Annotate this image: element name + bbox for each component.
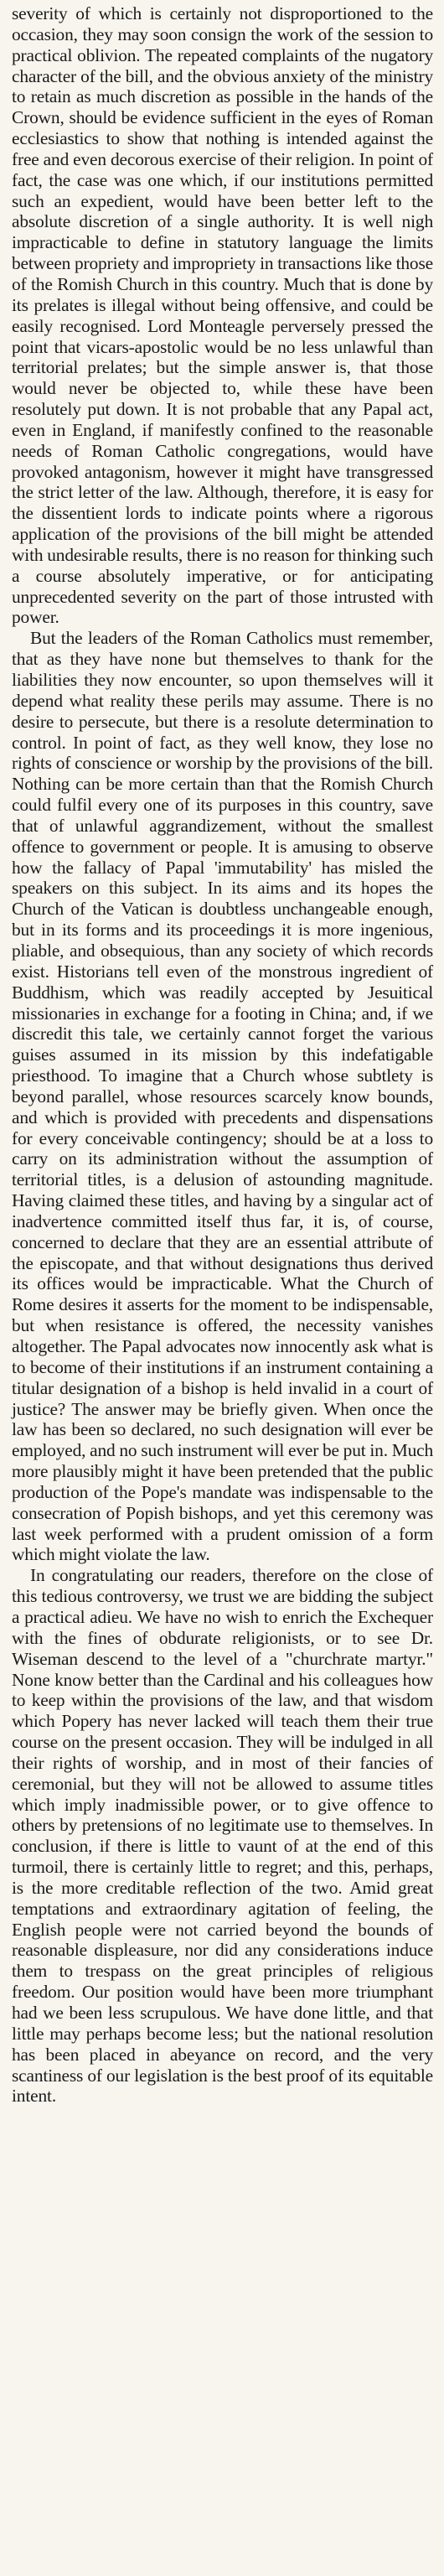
article-paragraph-3: In congratulating our readers, therefore on the close of this tedious controversy, we trust we are bidding the subject a practical adieu. We have no wish to enrich the Exchequer with the fines of obdurate religionists, or to see Dr. Wiseman descend to the level of a "churchrate martyr." None know better than the Cardinal and his colleagues how to keep within the provisions of the law, and that wisdom which Popery has never lacked will teach them their true course on the present occasion. They will be indulged in all their rights of worship, and in most of their fancies of ceremonial, but they will not be allowed to assume titles which imply inadmissible power, or to give offence to others by pretensions of no legitimate use to themselves. In conclusion, if there is little to vaunt of at the end of this turmoil, there is certainly little to regret; and this, perhaps, is the more creditable reflection of the two. Amid great temptations and extraordinary agitation of feeling, the English people were not carried beyond the bounds of reasonable displeasure, nor did any considerations induce them to trespass on the great principles of religious freedom. Our position would have been more triumphant had we been less scrupulous. We have done little, and that little may perhaps become less; but the national resolution has been placed in abeyance on record, and the very scantiness of our legislation is the best proof of its equitable intent. (12, 1565, 433, 2107)
article-paragraph-1: severity of which is certainly not disproportioned to the occasion, they may soon consign the work of the session to practical oblivion. The repeated complaints of the nugatory character of the bill, and the obvious anxiety of the ministry to retain as much discretion as possible in the hands of the Crown, should be evidence sufficient in the eyes of Roman ecclesiastics to show that nothing is intended against the free and even decorous exercise of their religion. In point of fact, the case was one which, if our institutions permitted such an expedient, would have been better left to the absolute discretion of a single authority. It is well nigh impracticable to define in statutory language the limits between propriety and impropriety in transactions like those of the Romish Church in this country. Much that is done by its prelates is illegal without being offensive, and could be easily recognised. Lord Monteagle perversely pressed the point that vicars-apostolic would be no less unlawful than territorial prelates; but the simple answer is, that those would never be objected to, while these have been resolutely put down. It is not probable that any Papal act, even in England, if manifestly confined to the reasonable needs of Roman Catholic congregations, would have provoked antagonism, however it might have transgressed the strict letter of the law. Although, therefore, it is easy for the dissentient lords to indicate points where a rigorous application of the provisions of the bill might be attended with undesirable results, there is no reason for thinking such a course absolutely imperative, or for anticipating unprecedented severity on the part of those intrusted with power. (12, 3, 433, 628)
article-paragraph-2: But the leaders of the Roman Catholics must remember, that as they have none but themselves to thank for the liabilities they now encounter, so upon themselves will it depend what reality these perils may assume. There is no desire to persecute, but there is a resolute determination to control. In point of fact, as they well know, they lose no rights of conscience or worship by the provisions of the bill. Nothing can be more certain than that the Romish Church could fulfil every one of its purposes in this country, save that of unlawful aggrandizement, without the smallest offence to government or people. It is amusing to observe how the fallacy of Papal 'immutability' has misled the speakers on this subject. In its aims and its hopes the Church of the Vatican is doubtless unchangeable enough, but in its forms and its proceedings it is more ingenious, pliable, and obsequious, than any society of which records exist. Historians tell even of the monstrous ingredient of Buddhism, which was readily accepted by Jesuitical missionaries in exchange for a footing in China; and, if we discredit this tale, we certainly cannot forget the various guises assumed in its mission by this indefatigable priesthood. To imagine that a Church whose subtlety is beyond parallel, whose resources scarcely know bounds, and which is provided with precedents and dispensations for every conceivable contingency; should be at a loss to carry on its administration without the assumption of territorial titles, is a delusion of astounding magnitude. Having claimed these titles, and having by a singular act of inadvertence committed itself thus far, it is, of course, concerned to declare that they are an essential attribute of the episcopate, and that without designations thus derived its offices would be impracticable. What the Church of Rome desires it asserts for the moment to be indispensable, but when resistance is offered, the necessity vanishes altogether. The Papal advocates now innocently ask what is to become of their institutions if an instrument containing a titular designation of a bishop is held invalid in a court of justice? The answer may be briefly given. When once the law has been so declared, no such designation will ever be employed, and no such instrument will ever be put in. Much more plausibly might it have been pretended that the public production of the Pope's mandate was indispensable to the consecration of Popish bishops, and yet this ceremony was last week performed with a prudent omission of a form which might violate the law. (12, 628, 433, 1565)
